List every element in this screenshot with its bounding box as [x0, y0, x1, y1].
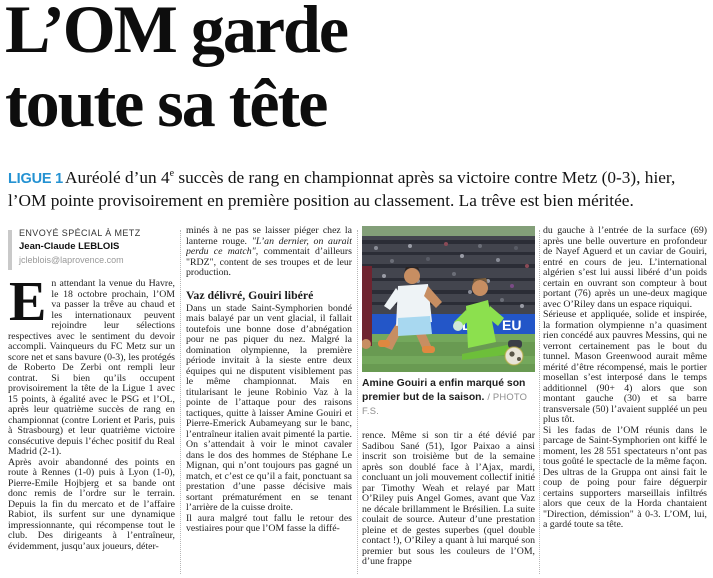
paragraph: Dans un stade Saint-Symphorien bondé mais balayé par un vent glacial, il fallait toutefois une bonne dose d’abnégation pour ne pas piquer du nez. Malgré la domination olympienne, la première période invitait à la sieste entre deux équipes qui ne disputent visiblement pas le même championnat. Mais en titularisant le jeune Robinio Vaz à la pointe de l’attaque pour des raisons tactiques, quitte à laisser Amine Gouiri et Pierre-Emerick Aubameyang sur le banc, l’entraîneur italien avait pimenté la partie. On s’attendait à voir le minot cavaler dans le dos des hommes de Stéphane Le Mignan, qui n’ont toujours pas gagné un match, et c’est ce qu’il a fait, ponctuant sa prestation d’une passe décisive mais sortant prématurément en se tenant l’arrière de la cuisse droite.: [186, 302, 352, 513]
article-photo: [362, 226, 535, 372]
standfirst-text-pre: Auréolé d’un 4: [65, 167, 170, 187]
standfirst-superscript: e: [169, 168, 175, 179]
paragraph: [8, 271, 175, 458]
paragraph-text: minés à ne pas se laisser piéger chez la lanterne rouge.: [186, 226, 352, 247]
paragraph: du gauche à l’entrée de la surface (69) après une belle ouverture en profondeur de Nayef Aguerd et un caviar de Gouiri, entré en cours de jeu. L’international algérien s’est lui aussi libéré d’un poids certain en ouvrant son compteur à bout portant (76) après un une-deux magique avec O’Riley dans un espace riquiqui.: [543, 226, 707, 310]
paragraph: [186, 226, 352, 279]
column-separator: [180, 230, 181, 574]
quote-text: "L’an dernier, on aurait perdu ce match": [186, 235, 352, 257]
paragraph: rence. Même si son tir a été dévié par Sadibou Sané (51), Igor Paixao a ainsi inscrit son troisième but de la semaine après son doublé face à l’Ajax, mardi, concluant un joli mouvement collectif initié par Timothy Weah et relayé par Matt O’Riley puis Angel Gomes, avant que Vaz ne décale brillamment le Brésilien. La suite coulait de source. Auteur d’une prestation pleine et de gestes superbes (quel double contact !), O’Riley a quant à lui marqué son premier but sous les couleurs de l’OM, d’une frappe: [362, 430, 535, 567]
column-4: [543, 226, 707, 578]
photo-caption-text: Amine Gouiri a enfin marqué son premier but de la saison.: [362, 378, 526, 403]
photo-metz-player: [362, 266, 372, 346]
column-2: [186, 226, 352, 578]
section-subhead: Vaz délivré, Gouiri libéré: [186, 287, 314, 302]
standfirst-text-post: succès de rang en championnat après sa victoire contre Metz (0-3), hier, l’OM pointe provisoirement en première position au classement. La trêve est bien méritée.: [8, 167, 676, 211]
paragraph: Après avoir abandonné des points en route à Rennes (1-0) puis à Lyon (1-0), Pierre-Emile Hojbjerg et sa bande ont donc remis de l’ordre sur le terrain. Depuis la fin du mercato et de l’affaire Rabiot, ils surfent sur une dynamique impressionnante, qui récompense tout le club. Des dirigeants à l’entraîneur, évidemment, jusqu’aux joueurs, déter-: [8, 456, 175, 552]
kicker-badge: LIGUE 1: [8, 170, 63, 187]
paragraph-text: n attendant la venue du Havre, le 18 octobre prochain, l’OM va passer la trêve au chaud et les internationaux peuvent rejoindre leur sélections respectives avec le sentiment du devoir accompli. Vainqueurs du FC Metz sur un score net et sans bavure (0-3), les protégés de Roberto De Zerbi ont rempli leur contrat. Si bien qu’ils occupent provisoirement la tête de la Ligue 1 avec 15 points, à égalité avec le PSG et l’OL, après leur quatrième succès de rang en championnat (contre Lorient et Paris, puis à Strasbourg) et leur quatrième victoire consécutive depuis l’échec positif du Real Madrid (2-1).: [8, 278, 175, 457]
headline-line2: toute sa tête: [5, 65, 327, 141]
byline-email-link[interactable]: jcleblois@laprovence.com: [19, 255, 124, 265]
photo-adboard-text-right: EU: [502, 317, 522, 333]
byline-block: [8, 228, 175, 270]
byline-label: ENVOYÉ SPÉCIAL À METZ: [19, 228, 141, 238]
byline-author: Jean-Claude LEBLOIS: [19, 240, 120, 252]
paragraph-text: , commentait d’ailleurs "RDZ", content de ses troupes et de leur production.: [186, 246, 352, 278]
column-3: [362, 226, 535, 578]
headline: [5, 0, 347, 140]
column-separator: [539, 230, 540, 574]
photo-fence: [362, 226, 535, 236]
column-1: [8, 226, 175, 578]
column-separator: [357, 230, 358, 574]
paragraph: Il aura malgré tout fallu le retour des vestiaires pour que l’OM fasse la diffé-: [186, 512, 352, 534]
headline-line1: L’OM garde: [5, 0, 348, 67]
photo-caption: [362, 377, 535, 418]
paragraph: Sérieuse et appliquée, solide et inspirée, la formation olympienne n’a quasiment rien concédé aux pauvres Messins, qui ne verront certainement pas le bout du tunnel. Mason Greenwood aurait même mérité d’être récompensé, mais le portier mosellan s’est interposé dans le temps additionnel (90+ 4) alors que son montant gauche (30) et sa barre transversale (50) l’avaient suppléé un peu plus tôt.: [543, 309, 707, 425]
photo-credit: / PHOTO F.S.: [362, 391, 528, 416]
byline-rule: [8, 230, 12, 270]
article-body: [0, 226, 713, 578]
photo-ball: [505, 347, 523, 365]
paragraph: Si les fadas de l’OM réunis dans le parcage de Saint-Symphorien ont kiffé le moment, les 28 551 spectateurs n’ont pas tous goûté le spectacle de la même façon. Des ultras de la Gruppa ont ainsi fait le coup de poing pour faire déguerpir certains supporters marseillais infiltrés alors que ceux de la Horda chantaient "Direction, démission" à 0-3. L’OM, lui, a gardé toute sa tête.: [543, 424, 707, 530]
standfirst: [8, 163, 709, 212]
drop-cap: E: [9, 271, 47, 333]
